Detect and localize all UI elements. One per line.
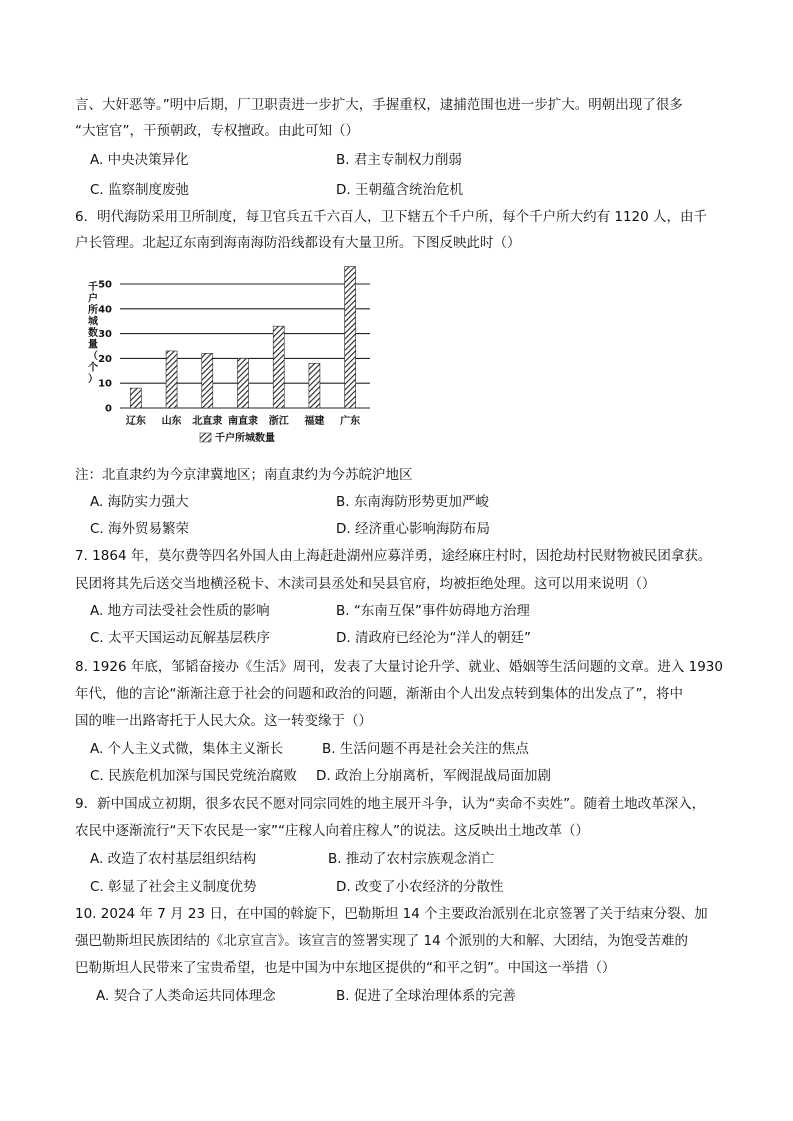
q7-option-a: A. 地方司法受社会性质的影响 <box>90 603 270 619</box>
legend <box>200 431 275 444</box>
q9-option-c: C. 彰显了社会主义制度优势 <box>90 879 257 895</box>
bars <box>130 267 355 408</box>
q8-stem-line-1: 8. 1926 年底，邹韬奋接办《生活》周刊，发表了大量讨论升学、就业、婚姻等生活问题的文章。进入 1930 <box>75 659 723 675</box>
x-tick-label: 辽东 <box>125 416 146 427</box>
legend-label: 千户所城数量 <box>215 433 275 444</box>
q5-stem-line-1: 言、大奸恶等。”明中后期，厂卫职责进一步扩大，手握重权，逮捕范围也进一步扩大。明朝出现了很多 <box>75 97 683 113</box>
q7-option-d: D. 清政府已经沦为“洋人的朝廷” <box>336 630 531 646</box>
q7-option-c: C. 太平天国运动瓦解基层秩序 <box>90 630 271 646</box>
q8-stem-line-2: 年代，他的言论“渐渐注意于社会的问题和政治的问题，渐渐由个人出发点转到集体的出发点了”，将中 <box>75 686 683 702</box>
x-tick-label: 广东 <box>340 416 361 427</box>
q6-option-b: B. 东南海防形势更加严峻 <box>336 494 489 510</box>
q8-option-a: A. 个人主义式微，集体主义渐长 <box>90 741 284 757</box>
q9-option-d: D. 改变了小农经济的分散性 <box>336 879 504 895</box>
q5-option-a: A. 中央决策异化 <box>90 152 189 168</box>
bar-浙江 <box>273 326 284 408</box>
bar-北直隶 <box>202 353 213 408</box>
q5-option-b: B. 君主专制权力削弱 <box>336 152 462 168</box>
y-tick-label: 50 <box>98 279 112 291</box>
q9-option-b: B. 推动了农村宗族观念消亡 <box>328 851 495 867</box>
y-tick-label: 0 <box>105 403 112 415</box>
q10-stem-line-3: 巴勒斯坦人民带来了宝贵希望，也是中国为中东地区提供的“和平之钥”。中国这一举措（） <box>75 960 616 976</box>
y-axis-title: 千户所城数量（个） <box>88 282 98 385</box>
q10-option-b: B. 促进了全球治理体系的完善 <box>336 988 516 1004</box>
q6-option-d: D. 经济重心影响海防布局 <box>336 521 490 537</box>
q5-stem-line-2: “大宦官”，干预朝政，专权擅政。由此可知（） <box>75 123 359 139</box>
x-tick-labels <box>126 414 360 427</box>
q9-option-a: A. 改造了农村基层组织结构 <box>90 851 257 867</box>
fortress-count-bar-chart <box>78 260 378 460</box>
bar-福建 <box>309 363 320 408</box>
q10-stem-line-2: 强巴勒斯坦民族团结的《北京宣言》。该宣言的签署实现了 14 个派别的大和解、大团结，为饱受苦难的 <box>75 933 689 949</box>
y-tick-label: 40 <box>98 304 112 316</box>
q8-option-b: B. 生活问题不再是社会关注的焦点 <box>322 741 529 757</box>
y-tick-labels <box>98 280 112 415</box>
q5-option-c: C. 监察制度废弛 <box>90 182 190 198</box>
y-tick-label: 30 <box>98 329 112 341</box>
bar-南直隶 <box>238 358 249 408</box>
x-tick-label: 浙江 <box>268 416 289 427</box>
x-tick-label: 北直隶 <box>192 416 223 427</box>
q8-stem-line-3: 国的唯一出路寄托于人民大众。这一转变缘于（） <box>75 713 372 729</box>
y-tick-label: 10 <box>98 378 112 390</box>
q7-stem-line-1: 7. 1864 年，莫尔费等四名外国人由上海赶赴湖州应募洋勇，途经麻庄村时，因抢劫村民财物被民团拿获。 <box>75 548 712 564</box>
q6-option-a: A. 海防实力强大 <box>90 494 189 510</box>
x-tick-label: 福建 <box>304 416 325 427</box>
q6-option-c: C. 海外贸易繁荣 <box>90 521 190 537</box>
q5-option-d: D. 王朝蕴含统治危机 <box>336 182 463 198</box>
q9-stem-line-2: 农民中逐渐流行“天下农民是一家”“庄稼人向着庄稼人”的说法。这反映出土地改革（） <box>75 823 589 839</box>
legend-swatch <box>200 433 211 442</box>
q7-stem-line-2: 民团将其先后送交当地横泾税卡、木渎司县丞处和吴县官府，均被拒绝处理。这可以用来说明（） <box>75 576 656 592</box>
x-tick-label: 山东 <box>161 416 182 427</box>
y-tick-label: 20 <box>98 353 112 365</box>
q7-option-b: B. “东南互保”事件妨碍地方治理 <box>336 603 530 619</box>
x-tick-label: 南直隶 <box>228 416 258 427</box>
q8-option-c: C. 民族危机加深与国民党统治腐败 <box>90 768 298 784</box>
q6-stem-line-1: 6．明代海防采用卫所制度，每卫官兵五千六百人，卫下辖五个千户所，每个千户所大约有 1120 人，由千 <box>75 209 708 225</box>
bar-山东 <box>166 351 177 408</box>
bar-广东 <box>345 267 356 408</box>
bar-辽东 <box>130 388 141 408</box>
q9-stem-line-1: 9．新中国成立初期，很多农民不愿对同宗同姓的地主展开斗争，认为“卖命不卖姓”。随着土地改革深入， <box>75 796 706 812</box>
q8-option-d: D. 政治上分崩离析，军阀混战局面加剧 <box>316 768 551 784</box>
q6-stem-line-2: 户长管理。北起辽东南到海南海防沿线都设有大量卫所。下图反映此时（） <box>75 235 521 251</box>
q10-option-a: A. 契合了人类命运共同体理念 <box>96 988 276 1004</box>
q6-note: 注：北直隶约为今京津冀地区；南直隶约为今苏皖沪地区 <box>75 467 413 483</box>
q10-stem-line-1: 10. 2024 年 7 月 23 日，在中国的斡旋下，巴勒斯坦 14 个主要政治派别在北京签署了关于结束分裂、加 <box>75 906 708 922</box>
